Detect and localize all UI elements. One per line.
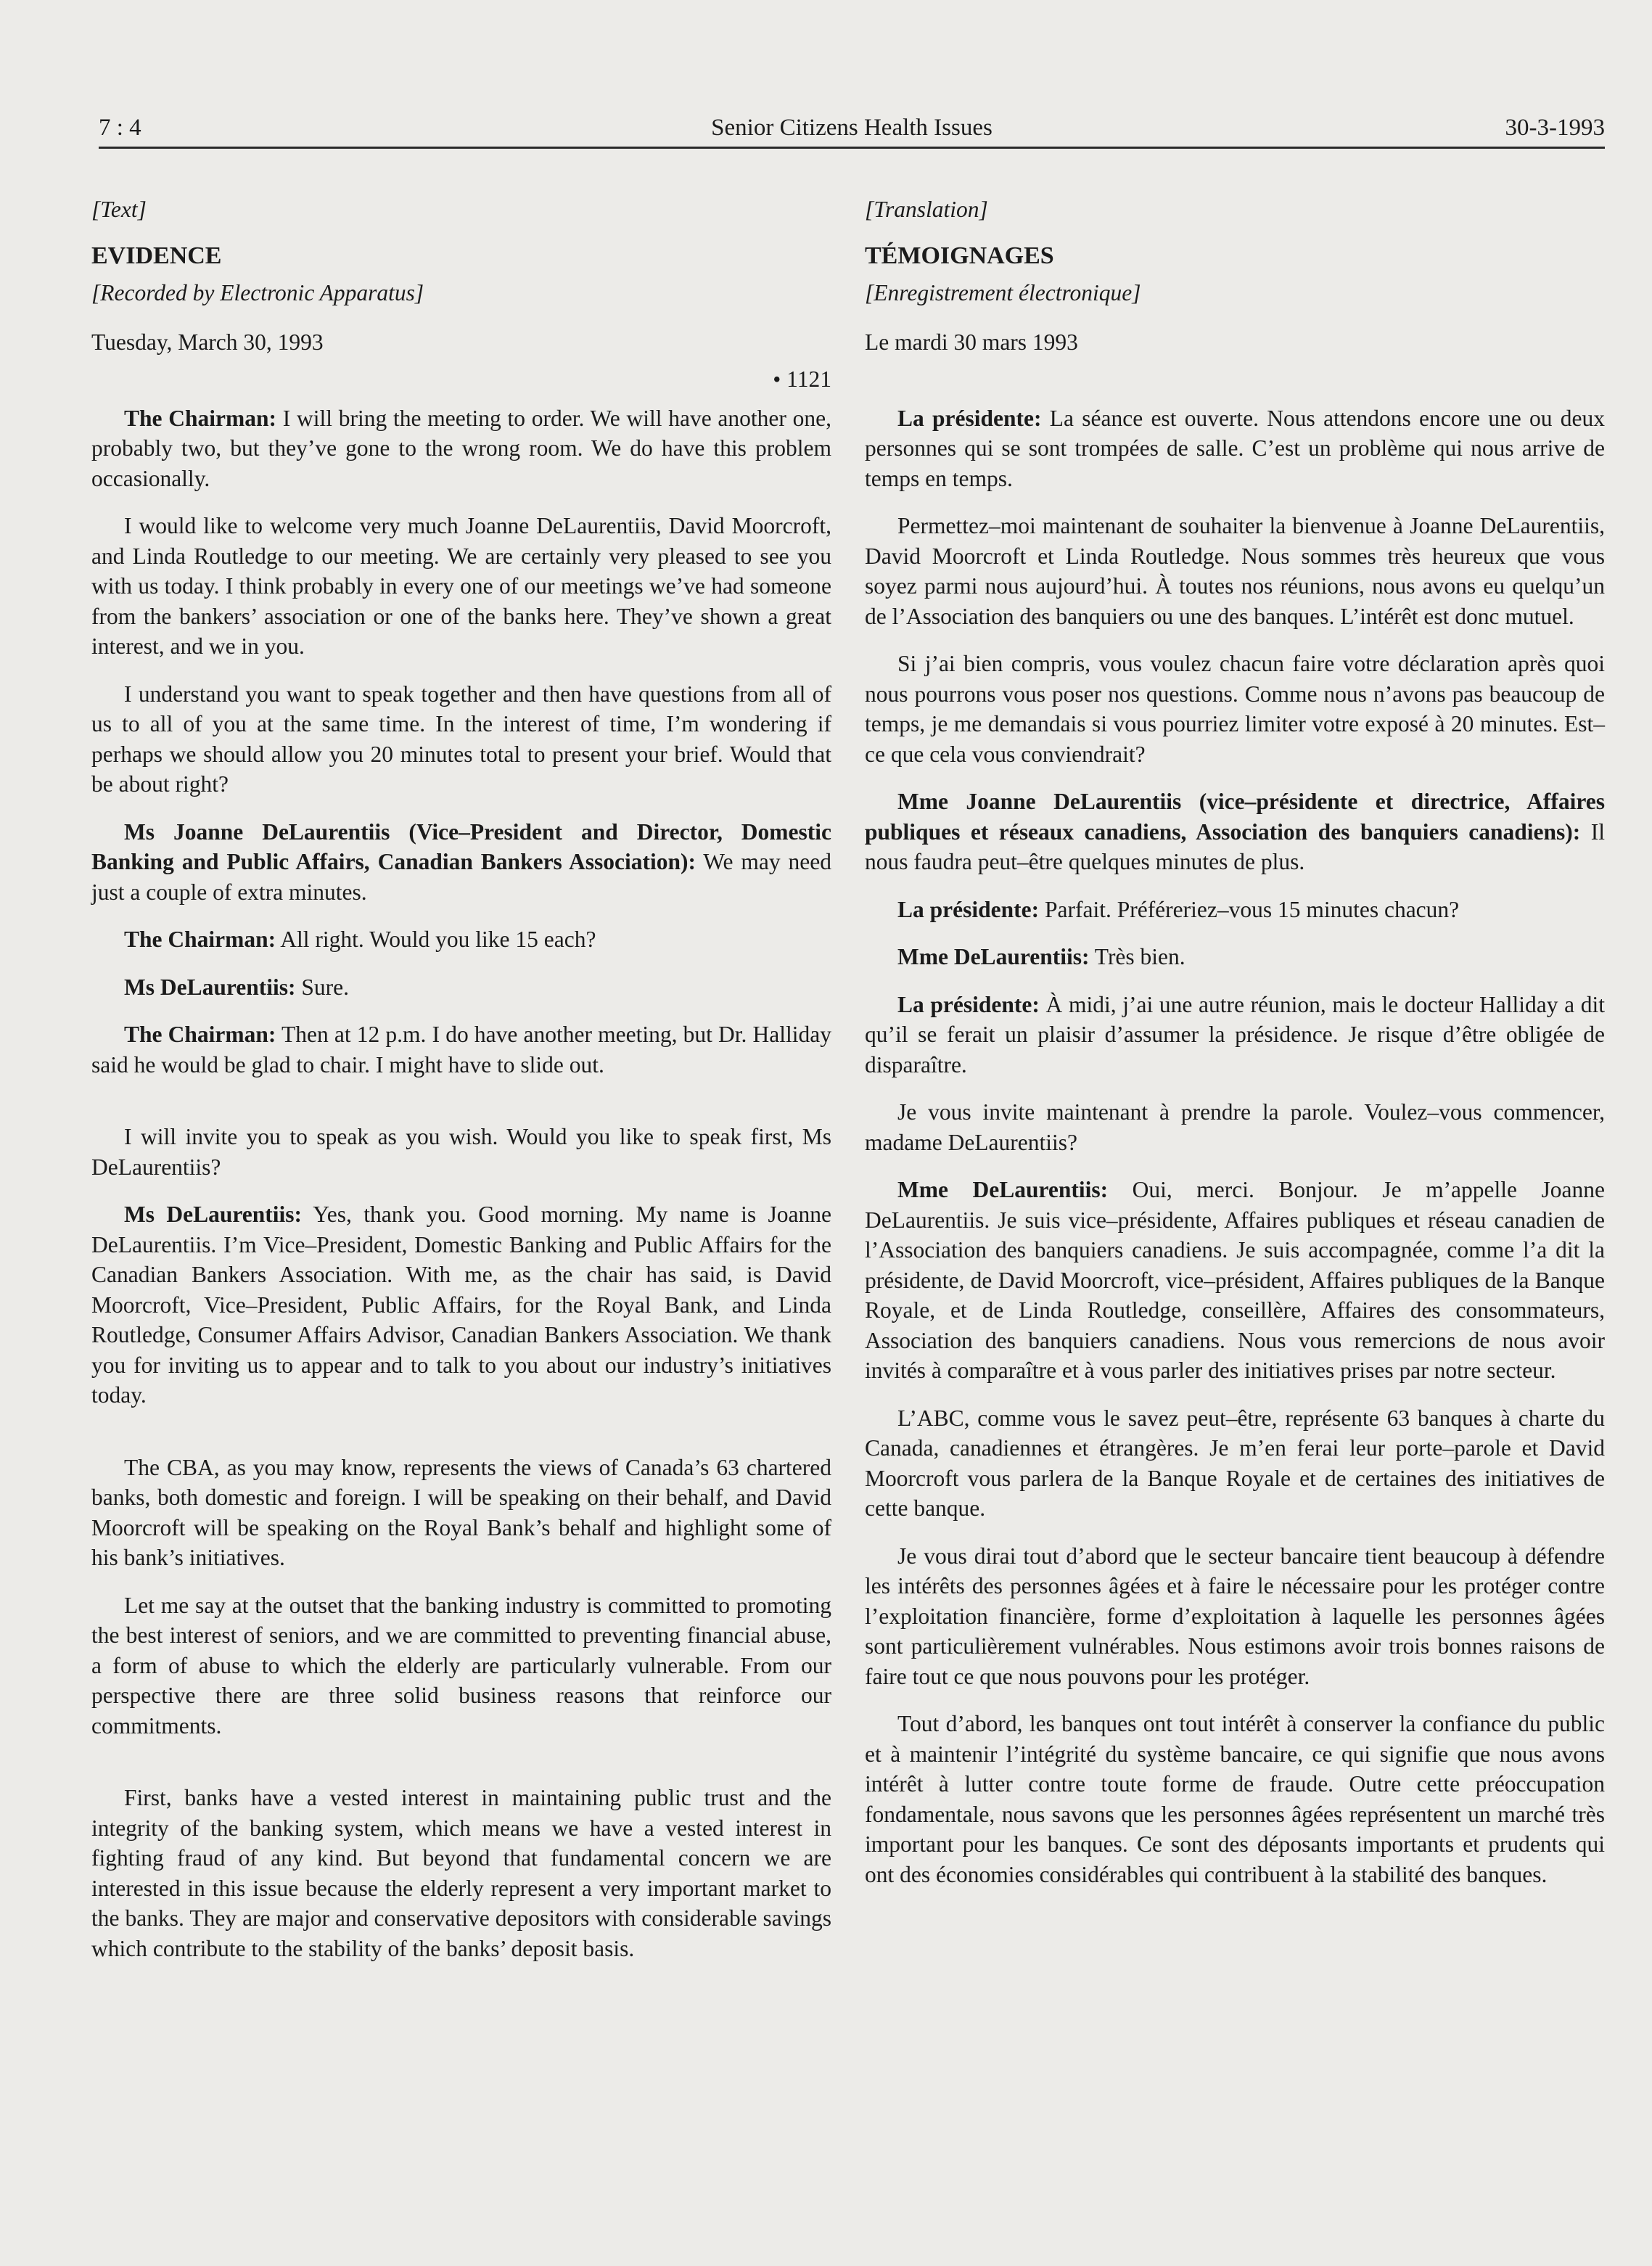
paragraph <box>865 942 1605 972</box>
paragraph <box>865 1709 1605 1889</box>
paragraph <box>91 679 831 800</box>
speech-text: Je vous dirai tout d’abord que le secteur bancaire tient beaucoup à défendre les intérêts des personnes âgées et à faire le nécessaire pour les protéger contre l’exploitation financière, forme d’exploitation à laquelle les personnes âgées sont particulièrement vulnérables. Nous estimons avoir trois bonnes raisons de faire tout ce que nous pouvons pour les protéger. <box>865 1543 1605 1689</box>
section-subheading: [Recorded by Electronic Apparatus] <box>91 280 424 305</box>
english-column <box>91 194 831 1981</box>
paragraph <box>91 511 831 662</box>
speech-text: Permettez–moi maintenant de souhaiter la bienvenue à Joanne DeLaurentiis, David Moorcroft et Linda Routledge. Nous sommes très heureux que vous soyez parmi nous aujourd’hui. À toutes nos réunions, nous avons eu quelqu’un de l’Association des banquiers ou une des banques. L’intérêt est donc mutuel. <box>865 513 1605 629</box>
speaker-name: Ms DeLaurentiis: <box>124 1202 303 1227</box>
paragraph <box>865 1403 1605 1524</box>
paragraph <box>91 1783 831 1963</box>
paragraph <box>91 1122 831 1182</box>
speaker-name: Ms DeLaurentiis: <box>124 974 296 1000</box>
session-date: Tuesday, March 30, 1993 <box>91 329 324 355</box>
speaker-name: Mme DeLaurentiis: <box>897 1177 1109 1202</box>
speech-text: À midi, j’ai une autre réunion, mais le docteur Halliday a dit qu’il se ferait un plaisir d’assumer la présidence. Je risque d’être obligée de disparaître. <box>865 991 1605 1077</box>
speaker-name: Mme DeLaurentiis: <box>897 944 1090 969</box>
paragraph <box>865 511 1605 631</box>
paragraph <box>865 1541 1605 1692</box>
paragraph <box>865 403 1605 494</box>
speech-text: I understand you want to speak together and then have questions from all of us to all of you at the same time. In the interest of time, I’m wondering if perhaps we should allow you 20 minutes total to present your brief. Would that be about right? <box>91 681 831 797</box>
speech-text: La séance est ouverte. Nous attendons encore une ou deux personnes qui se sont trompées de salle. C’est un problème qui nous arrive de temps en temps. <box>865 405 1605 491</box>
translation-tag: [Translation] <box>865 197 988 222</box>
section-heading: TÉMOIGNAGES <box>865 242 1054 269</box>
paragraph <box>91 1590 831 1741</box>
paragraph <box>91 817 831 908</box>
speaker-name: La présidente: <box>897 405 1042 431</box>
speech-text: Tout d’abord, les banques ont tout intérêt à conserver la confiance du public et à maintenir l’intégrité du système bancaire, ce qui signifie que nous avons intérêt à lutter contre toute forme de fraude. Outre cette préoccupation fondamentale, nous savons que les personnes âgées représentent un marché très important pour les banques. Ce sont des déposants importants et prudents qui ont des économies considérables qui contribuent à la stabilité des banques. <box>865 1711 1605 1887</box>
french-column <box>865 194 1605 1907</box>
speech-text: Let me say at the outset that the banking industry is committed to promoting the best interest of seniors, and we are committed to preventing financial abuse, a form of abuse to which the elderly are particularly vulnerable. From our perspective there are three solid business reasons that reinforce our commitments. <box>91 1592 831 1739</box>
speech-text: The CBA, as you may know, represents the views of Canada’s 63 chartered banks, both domestic and foreign. I will be speaking on their behalf, and David Moorcroft will be speaking on the Royal Bank’s behalf and highlight some of his bank’s initiatives. <box>91 1454 831 1570</box>
speech-text: Then at 12 p.m. I do have another meeting, but Dr. Halliday said he would be glad to chair. I might have to slide out. <box>91 1022 831 1077</box>
speaker-name: The Chairman: <box>124 1022 276 1047</box>
speech-text: Parfait. Préféreriez–vous 15 minutes chacun? <box>1039 896 1460 922</box>
paragraph <box>865 990 1605 1080</box>
paragraph <box>865 649 1605 769</box>
page-number: 7 : 4 <box>99 115 141 141</box>
speaker-name: La présidente: <box>897 896 1040 922</box>
speech-text: Très bien. <box>1089 944 1185 969</box>
speech-text: Il nous faudra peut–être quelques minutes de plus. <box>865 818 1605 874</box>
paragraph <box>865 1097 1605 1157</box>
speech-text: L’ABC, comme vous le savez peut–être, représente 63 banques à charte du Canada, canadiennes et étrangères. Je m’en ferai leur porte–parole et David Moorcroft vous parlera de la Banque Royale et de certaines des initiatives de cette banque. <box>865 1405 1605 1521</box>
speaker-name: Ms Joanne DeLaurentiis (Vice–President and Director, Domestic Banking and Public Affairs, Canadian Bankers Association): <box>91 818 831 874</box>
paragraph <box>865 787 1605 877</box>
speech-text: Sure. <box>295 974 350 1000</box>
speech-text: We may need just a couple of extra minutes. <box>91 849 831 905</box>
running-title: Senior Citizens Health Issues <box>711 115 993 141</box>
speaker-name: La présidente: <box>897 991 1040 1017</box>
section-subheading: [Enregistrement électronique] <box>865 280 1141 305</box>
speech-text: Je vous invite maintenant à prendre la parole. Voulez–vous commencer, madame DeLaurentiis? <box>865 1099 1605 1155</box>
paragraph <box>91 1453 831 1573</box>
speech-text: Oui, merci. Bonjour. Je m’appelle Joanne DeLaurentiis. Je suis vice–présidente, Affaires publiques et réseau canadien de l’Association des banquiers canadiens. Je suis accompagnée, comme l’a dit la présidente, de David Moorcroft, vice–président, Affaires publiques de la Banque Royale, et de Linda Routledge, conseillère, Affaires des consommateurs, Association des banquiers canadiens. Nous vous remercions de nous avoir invités à comparaître et à vous parler des initiatives prises par notre secteur. <box>865 1177 1605 1383</box>
paragraph <box>91 972 831 1003</box>
header-date: 30-3-1993 <box>1505 115 1605 141</box>
speech-text: I will invite you to speak as you wish. Would you like to speak first, Ms DeLaurentiis? <box>91 1124 831 1180</box>
time-marker: • 1121 <box>773 366 831 392</box>
speaker-name: The Chairman: <box>124 405 277 431</box>
speech-text: All right. Would you like 15 each? <box>276 927 596 952</box>
paragraph <box>865 1175 1605 1386</box>
speaker-name: Mme Joanne DeLaurentiis (vice–présidente et directrice, Affaires publiques et réseaux canadiens, Association des banquiers canadiens): <box>865 789 1605 845</box>
paragraph <box>91 1019 831 1080</box>
page-header <box>99 109 1605 149</box>
paragraph <box>91 403 831 494</box>
speech-text: I will bring the meeting to order. We will have another one, probably two, but they’ve gone to the wrong room. We do have this problem occasionally. <box>91 405 831 491</box>
speech-text: I would like to welcome very much Joanne DeLaurentiis, David Moorcroft, and Linda Routledge to our meeting. We are certainly very pleased to see you with us today. I think probably in every one of our meetings we’ve had someone from the bankers’ association or one of the banks here. They’ve shown a great interest, and we in you. <box>91 513 831 659</box>
text-tag: [Text] <box>91 197 147 222</box>
speaker-name: The Chairman: <box>124 927 276 952</box>
speech-text: Si j’ai bien compris, vous voulez chacun faire votre déclaration après quoi nous pourrons vous poser nos questions. Comme nous n’avons pas beaucoup de temps, je me demandais si vous pourriez limiter votre exposé à 20 minutes. Est–ce que cela vous conviendrait? <box>865 651 1605 767</box>
paragraph <box>91 1199 831 1411</box>
paragraph <box>91 924 831 955</box>
speech-text: Yes, thank you. Good morning. My name is Joanne DeLaurentiis. I’m Vice–President, Domestic Banking and Public Affairs for the Canadian Bankers Association. With me, as the chair has said, is David Moorcroft, Vice–President, Public Affairs, for the Royal Bank, and Linda Routledge, Consumer Affairs Advisor, Canadian Bankers Association. We thank you for inviting us to appear and to talk to you about our industry’s initiatives today. <box>91 1202 831 1408</box>
paragraph <box>865 895 1605 925</box>
speech-text: First, banks have a vested interest in maintaining public trust and the integrity of the banking system, which means we have a vested interest in fighting fraud of any kind. But beyond that fundamental concern we are interested in this issue because the elderly represent a very important market to the banks. They are major and conservative depositors with considerable savings which contribute to the stability of the banks’ deposit basis. <box>91 1785 831 1961</box>
session-date: Le mardi 30 mars 1993 <box>865 329 1078 355</box>
section-heading: EVIDENCE <box>91 242 222 269</box>
